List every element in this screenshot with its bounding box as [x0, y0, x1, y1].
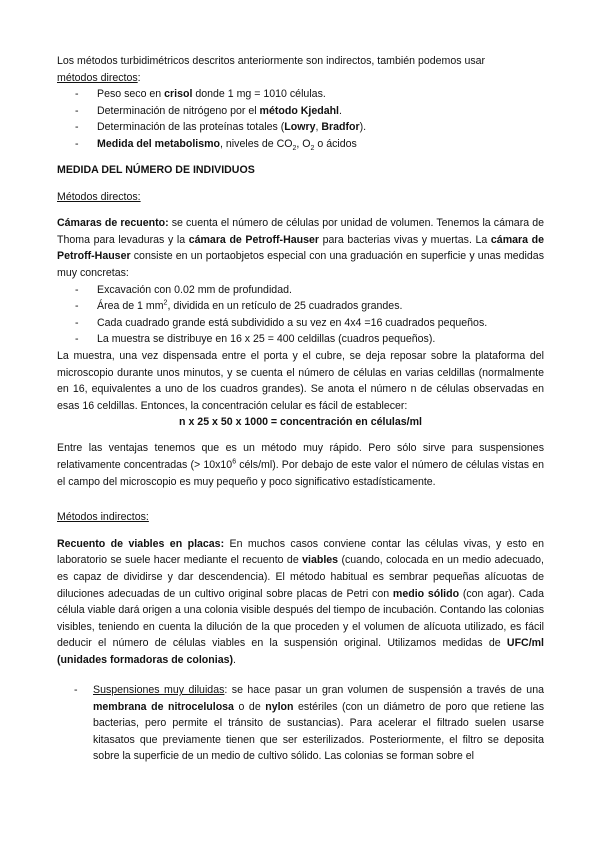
list-item: - Determinación de nitrógeno por el método Kjedahl.	[97, 103, 544, 120]
camaras-paragraph: Cámaras de recuento: se cuenta el número de células por unidad de volumen. Tenemos la cámara de Thoma para levaduras y la cámara de Petroff-Hauser para bacterias vivas y muertas. La cámara de Petroff-Hauser consiste en un portaobjetos especial con una graduación en superficie y unas medidas muy concretas:	[57, 217, 545, 280]
list-item: - Medida del metabolismo, niveles de $CO_2$, $O_2$ o ácidos	[97, 136, 544, 153]
list-item: - Determinación de las proteínas totales (Lowry, Bradfor).	[97, 119, 544, 136]
list-item: - Cada cuadrado grande está subdividido a su vez en 4x4 =16 cuadrados pequeños.	[97, 315, 544, 332]
list-item: - Peso seco en crisol donde 1 mg = 1010 células.	[97, 86, 544, 103]
subsection-indirect-title: Métodos indirectos:	[57, 511, 149, 524]
direct-methods-list	[57, 86, 544, 152]
subsection-direct-title: Métodos directos:	[57, 190, 141, 203]
ventajas-paragraph: Entre las ventajas tenemos que es un método muy rápido. Pero sólo sirve para suspensiones relativamente concentradas (> $10x10^6$ céls/ml). Por debajo de este valor el número de células vistas en el campo del microscopio es muy pequeño y poco significativo estadísticamente.	[57, 442, 544, 488]
list-item: - La muestra se distribuye en 16 x 25 = 400 celdillas (cuadros pequeños).	[97, 331, 544, 348]
list-item: - Área de 1 $mm^2$, dividida en un retículo de 25 cuadrados grandes.	[97, 298, 544, 315]
suspensiones-item: - Suspensiones muy diluidas: se hace pasar un gran volumen de suspensión a través de una membrana de nitrocelulosa o de nylon estériles (con un diámetro de poro que retiene las bacterias, pero permite el tránsito de sustancias). Para acelerar el filtrado suelen usarse kitasatos que previamente tienen que ser esterilizados. Posteriormente, el filtro se deposita sobre la superficie de un medio de cultivo sólido. Las colonias se forman sobre el	[74, 684, 544, 763]
formula: n x 25 x 50 x 1000 = concentración en células/ml	[179, 416, 422, 429]
muestra-paragraph: La muestra, una vez dispensada entre el porta y el cubre, se deja reposar sobre la plataforma del microscopio durante unos minutos, y se cuenta el número de células en varias celdillas (normalmente en 16, equivalentes a uno de los cuadros grandes). Se anota el número n de células observadas en esas 16 celdillas. Entonces, la concentración celular es fácil de establecer:	[57, 350, 544, 412]
direct-methods-link: métodos directos	[57, 71, 138, 84]
camara-specs-list	[57, 282, 544, 348]
list-item: - Excavación con 0.02 mm de profundidad.	[97, 282, 544, 299]
recuento-paragraph: Recuento de viables en placas: En muchos casos conviene contar las células vivas, y esto en laboratorio se suele hacer mediante el recuento de viables (cuando, colocada en un medio adecuado, es capaz de dividirse y dar descendencia). El método habitual es sembrar pequeñas alícuotas de diluciones adecuadas de un cultivo original sobre placas de Petri con medio sólido (con agar). Cada célula viable dará origen a una colonia visible después del tiempo de incubación. Contando las colonias visibles, teniendo en cuenta la dilución de la que proceden y el volumen de alícuota utilizado, es fácil deducir el número de células viables en la suspensión original. Utilizamos medidas de UFC/ml (unidades formadoras de colonias).	[57, 537, 545, 666]
document-page	[57, 53, 544, 765]
section-title: MEDIDA DEL NÚMERO DE INDIVIDUOS	[57, 164, 255, 177]
intro-paragraph: Los métodos turbidimétricos descritos anteriormente son indirectos, también podemos usar métodos directos:	[57, 55, 486, 84]
